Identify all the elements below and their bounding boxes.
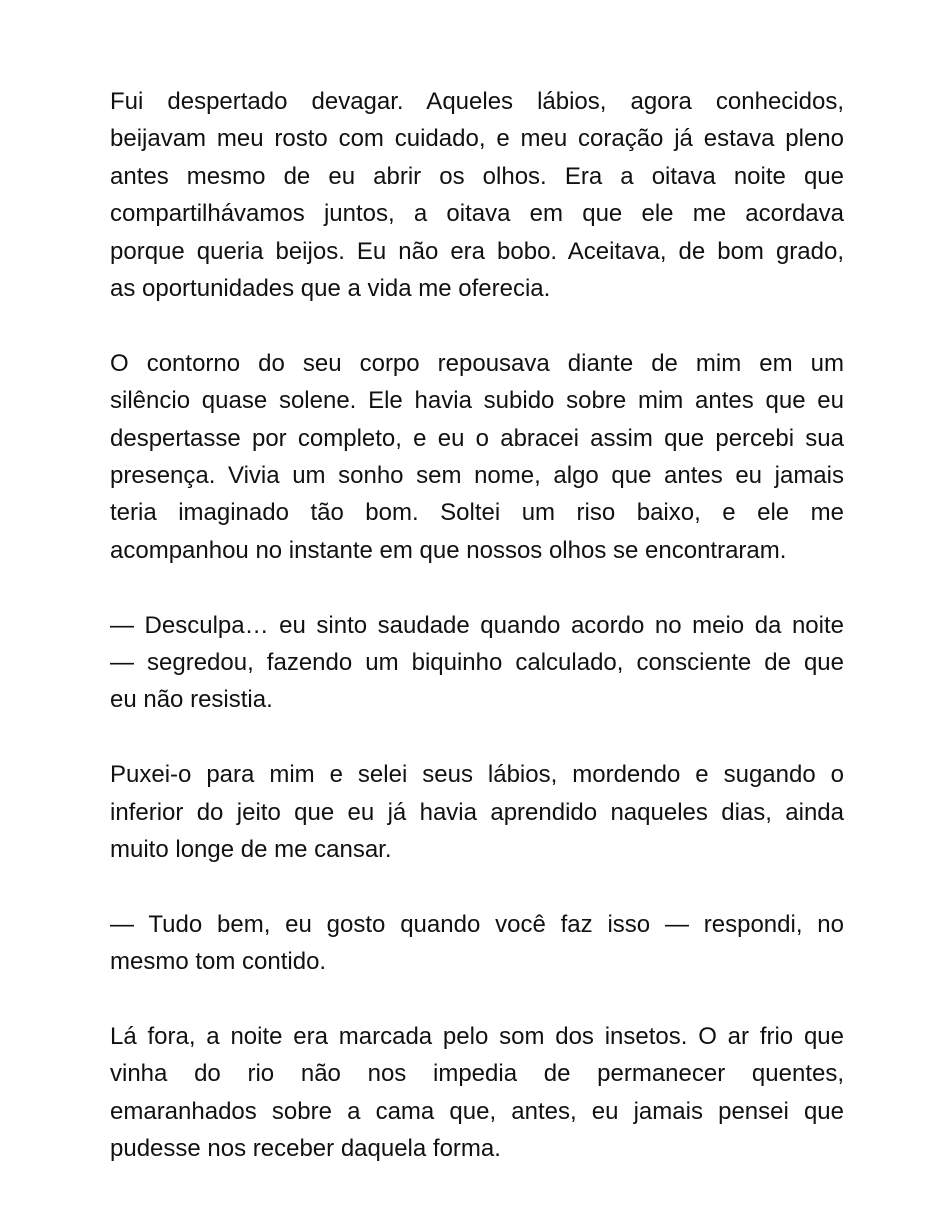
paragraph-1 [110, 83, 844, 307]
text-line: vinha do rio não nos impedia de permanecer quentes, [110, 1060, 844, 1088]
text-line: acompanhou no instante em que nossos olhos se encontraram. [110, 536, 787, 564]
text-line: — Desculpa… eu sinto saudade quando acordo no meio da noite [110, 611, 844, 639]
text-line: beijavam meu rosto com cuidado, e meu coração já estava pleno [110, 125, 844, 153]
text-line: porque queria beijos. Eu não era bobo. Aceitava, de bom grado, [110, 237, 844, 265]
text-line: pudesse nos receber daquela forma. [110, 1135, 501, 1163]
text-line: despertasse por completo, e eu o abracei assim que percebi sua [110, 424, 844, 452]
text-line: Lá fora, a noite era marcada pelo som dos insetos. O ar frio que [110, 1023, 844, 1051]
text-line: Fui despertado devagar. Aqueles lábios, agora conhecidos, [110, 88, 844, 115]
text-line: compartilhávamos juntos, a oitava em que ele me acordava [110, 200, 844, 228]
text-line: — segredou, fazendo um biquinho calculado, consciente de que [110, 649, 844, 677]
text-line: eu não resistia. [110, 686, 273, 714]
text-line: muito longe de me cansar. [110, 836, 392, 864]
paragraph-3 [110, 607, 844, 719]
text-line: as oportunidades que a vida me oferecia. [110, 275, 551, 303]
text-line: mesmo tom contido. [110, 948, 327, 976]
text-line: presença. Vivia um sonho sem nome, algo que antes eu jamais [110, 462, 844, 490]
paragraph-2 [110, 345, 844, 569]
text-line: inferior do jeito que eu já havia aprendido naqueles dias, ainda [110, 798, 844, 826]
paragraph-6 [110, 1018, 844, 1168]
text-line: — Tudo bem, eu gosto quando você faz isso — respondi, no [110, 910, 844, 938]
text-line: emaranhados sobre a cama que, antes, eu jamais pensei que [110, 1097, 844, 1125]
paragraph-4 [110, 756, 844, 868]
document-body [110, 83, 844, 1205]
text-line: antes mesmo de eu abrir os olhos. Era a oitava noite que [110, 162, 844, 190]
text-line: teria imaginado tão bom. Soltei um riso baixo, e ele me [110, 499, 844, 527]
text-line: O contorno do seu corpo repousava diante de mim em um [110, 349, 844, 377]
text-line: Puxei-o para mim e selei seus lábios, mordendo e sugando o [110, 761, 844, 789]
text-line: silêncio quase solene. Ele havia subido sobre mim antes que eu [110, 387, 844, 415]
paragraph-5 [110, 906, 844, 981]
